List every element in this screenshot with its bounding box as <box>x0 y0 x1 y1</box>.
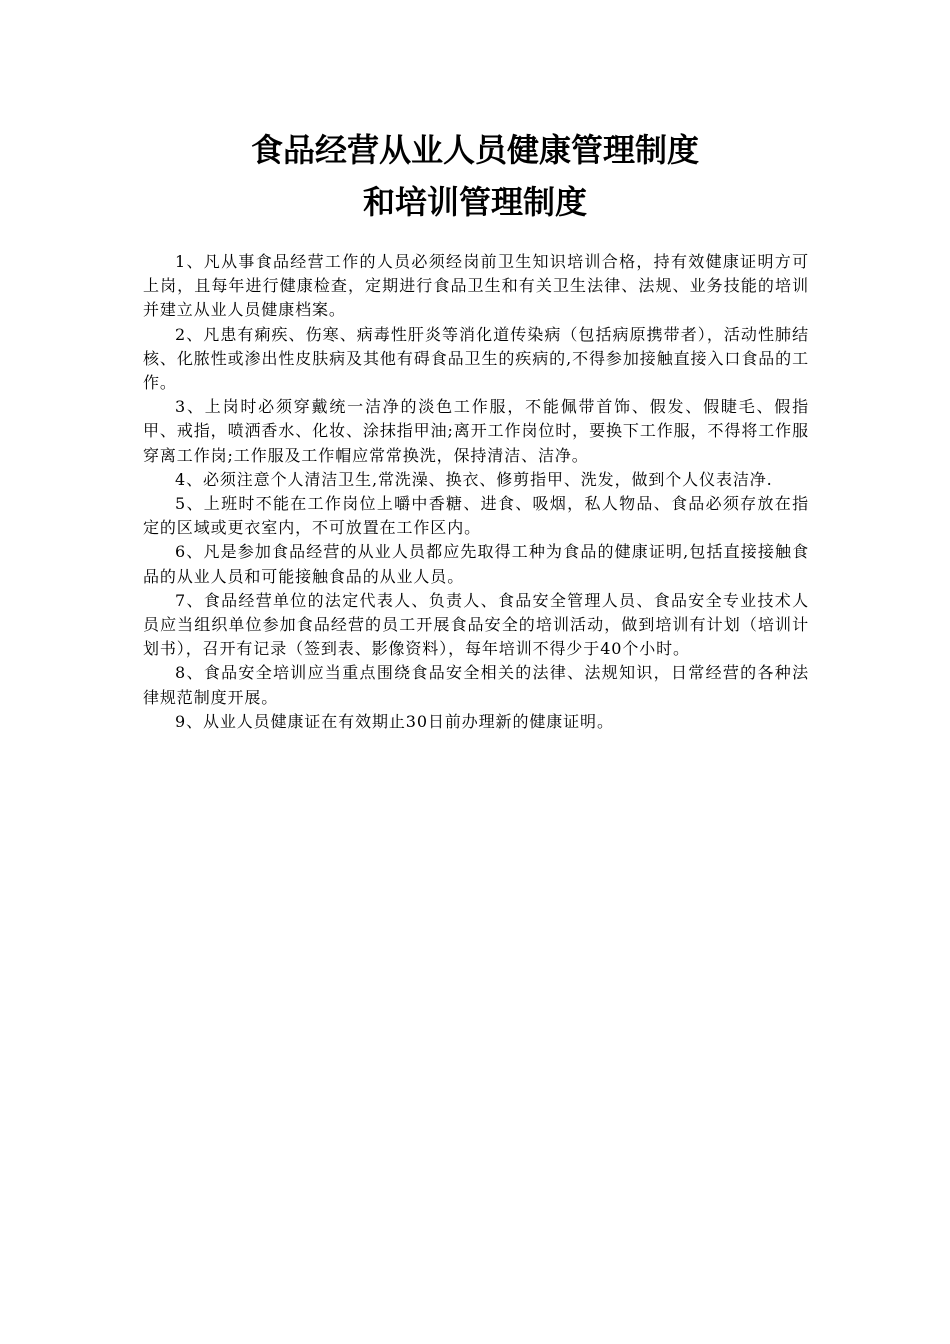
document-title-line2: 和培训管理制度 <box>362 183 587 221</box>
paragraph-8: 8、食品安全培训应当重点围绕食品安全相关的法律、法规知识，日常经营的各种法律规范制度开展。 <box>143 663 809 707</box>
document-title-line1: 食品经营从业人员健康管理制度 <box>250 131 699 169</box>
paragraph-5: 5、上班时不能在工作岗位上嚼中香糖、进食、吸烟，私人物品、食品必须存放在指定的区域或更衣室内，不可放置在工作区内。 <box>143 494 809 538</box>
document-body <box>143 250 809 734</box>
paragraph-9: 9、从业人员健康证在有效期止30日前办理新的健康证明。 <box>175 711 614 731</box>
paragraph-4: 4、必须注意个人清洁卫生,常洗澡、换衣、修剪指甲、洗发，做到个人仪表洁净. <box>175 469 773 489</box>
paragraph-6: 6、凡是参加食品经营的从业人员都应先取得工种为食品的健康证明,包括直接接触食品的从业人员和可能接触食品的从业人员。 <box>143 542 809 586</box>
paragraph-1: 1、凡从事食品经营工作的人员必须经岗前卫生知识培训合格，持有效健康证明方可上岗，且每年进行健康检查，定期进行食品卫生和有关卫生法律、法规、业务技能的培训并建立从业人员健康档案。 <box>143 252 809 320</box>
paragraph-7: 7、食品经营单位的法定代表人、负责人、食品安全管理人员、食品安全专业技术人员应当组织单位参加食品经营的员工开展食品安全的培训活动，做到培训有计划（培训计划书），召开有记录（签到表、影像资料），每年培训不得少于40个小时。 <box>143 590 809 659</box>
paragraph-2: 2、凡患有痢疾、伤寒、病毒性肝炎等消化道传染病（包括病原携带者），活动性肺结核、化脓性或渗出性皮肤病及其他有碍食品卫生的疾病的,不得参加接触直接入口食品的工作。 <box>143 324 809 393</box>
paragraph-3: 3、上岗时必须穿戴统一洁净的淡色工作服，不能佩带首饰、假发、假睫毛、假指甲、戒指，喷洒香水、化妆、涂抹指甲油;离开工作岗位时，要换下工作服，不得将工作服穿离工作岗;工作服及工作帽应常常换洗，保持清洁、洁净。 <box>143 397 809 465</box>
